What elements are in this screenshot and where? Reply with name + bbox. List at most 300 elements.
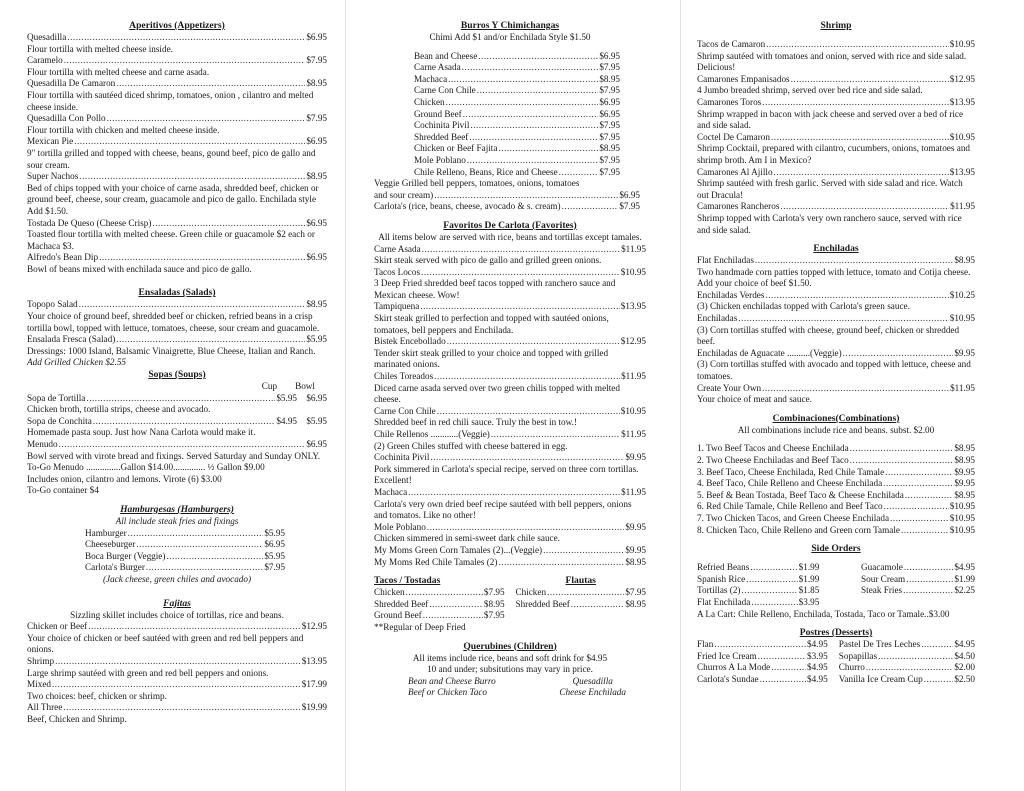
menu-item-price: $5.95 (264, 550, 285, 561)
menu-item-price: $8.95 (599, 73, 620, 84)
dot-leader (477, 85, 599, 97)
kids-subtitle-2: 10 and under; subsitutions may vary in price. (427, 664, 593, 675)
enchiladas-list (697, 255, 975, 406)
veggie-burro-desc: Veggie Grilled bell peppers, tomatoes, onions, tomatoes (374, 178, 580, 189)
menu-item-name: 2. Two Cheese Enchiladas and Beef Taco (697, 455, 849, 465)
enchiladas-heading: Enchiladas (813, 243, 859, 255)
appetizers-heading: Aperitivos (Appetizers) (129, 20, 225, 31)
dot-leader (906, 574, 953, 586)
menu-item-name: All Three (27, 702, 63, 713)
menu-item-desc: Your choice of meat and sauce. (697, 394, 812, 405)
menu-item-name: Cheeseburger (85, 539, 136, 550)
menu-item-price: $8.95 (954, 443, 975, 454)
menu-item-name: Super Nachos (27, 171, 79, 182)
dot-leader (491, 429, 620, 441)
menu-item-row (374, 545, 646, 557)
menu-item-desc: Shredded beef in red chili sauce. Truly the best in tow.! (374, 417, 578, 428)
dot-leader (93, 416, 276, 428)
menu-item-name: 1. Two Beef Tacos and Cheese Enchilada (697, 443, 849, 454)
dot-leader (771, 132, 949, 144)
dot-leader (116, 334, 305, 346)
menu-item-price: $8.95 (306, 78, 327, 89)
menu-item-name: Chicken (374, 587, 405, 598)
menu-item-name: Ground Beef (374, 610, 422, 621)
dot-leader (921, 639, 953, 651)
menu-item-row (697, 525, 975, 537)
menu-item-row (697, 674, 828, 686)
menu-item-price: $10.25 (949, 289, 975, 300)
menu-item-price: $7.95 (483, 610, 505, 621)
dot-leader (429, 599, 483, 611)
dot-leader (758, 651, 806, 663)
dot-leader (74, 136, 305, 148)
dot-leader (463, 109, 599, 121)
menu-item-price: $10.95 (949, 39, 975, 49)
menu-item-row (374, 599, 505, 611)
favorites-subtitle: All items below are served with rice, beans and tortillas except tamales. (378, 231, 642, 242)
dot-leader (571, 599, 625, 611)
menu-item-row (414, 51, 620, 63)
dot-leader (430, 452, 624, 464)
menu-item-price: $13.95 (620, 301, 646, 312)
menu-column-left (27, 20, 327, 725)
menu-item-price: $19.99 (301, 702, 327, 713)
menu-item-row (27, 136, 327, 148)
dot-leader (559, 167, 599, 179)
menu-item-price: $9.95 (954, 466, 975, 477)
menu-item-row (414, 120, 620, 132)
menu-item-price: $6.95 (599, 108, 620, 119)
combos-subtitle: All combinations include rice and beans. subst. $2.00 (737, 424, 935, 435)
menu-item-row (697, 662, 828, 674)
sides-grid (697, 562, 975, 608)
menu-item-row (515, 599, 646, 611)
menu-item-row (697, 313, 975, 325)
sides-left-list (697, 562, 819, 608)
menu-item-row (85, 562, 285, 574)
kids-subtitle-1: All items include rice, beans and soft drink for $4.95 (412, 652, 608, 663)
dot-leader (469, 132, 598, 144)
menu-item-row (414, 132, 620, 144)
menu-item-price: $10.95 (949, 501, 975, 512)
favorites-heading: Favoritos De Carlota (Favorites) (443, 219, 577, 231)
menu-item-price: $12.95 (949, 73, 975, 84)
menu-item-desc: Large shrimp sautéed with green and red bell peppers and onions. (27, 667, 269, 678)
menu-item-price: $6.95 (306, 217, 327, 228)
menu-item-price: $4.95 (806, 662, 828, 673)
dot-leader (408, 487, 620, 499)
salads-heading: Ensaladas (Salads) (138, 287, 216, 299)
menu-item-row (839, 651, 975, 663)
menu-item-desc: Your choice of ground beef, shredded beef or chicken, refried beans in a crisp tortilla bowl, topped with lettuce, tomatoes, cheese, sour cream and guacamole. (27, 311, 320, 333)
menu-item-price: $6.95 (306, 136, 327, 147)
menu-item-row (697, 201, 975, 213)
menu-item-name: Chicken or Beef (27, 621, 88, 632)
menu-item-price: $11.95 (621, 243, 646, 254)
menu-item-row (697, 348, 975, 360)
menu-item-row (27, 55, 327, 67)
menu-item-price: $7.95 (599, 166, 620, 177)
menu-item-row (85, 551, 285, 563)
menu-item-price: $7.95 (599, 85, 620, 96)
menu-item-price: $1.85 (798, 585, 820, 596)
burros-subtitle: Chimi Add $1 and/or Enchilada Style $1.50 (429, 32, 591, 42)
menu-item-price: $6.95 (306, 252, 327, 263)
menu-item-price: $1.99 (798, 573, 820, 584)
menu-item-desc: Flour tortilla with melted cheese and carne asada. (27, 66, 210, 77)
dot-leader (774, 167, 949, 179)
menu-item-desc: Pork simmered in Carlota's special recipe, served on three corn tortillas. Excellent! (374, 463, 639, 486)
dot-leader (99, 252, 305, 264)
menu-item-price: $4.95 (954, 639, 975, 650)
menu-item-name: Bean and Cheese (414, 50, 478, 61)
menu-item-desc: Your choice of chicken or beef sautéed with green and red bell peppers and onions. (27, 632, 304, 655)
dot-leader (79, 171, 305, 183)
dot-leader (136, 539, 263, 551)
menu-item-name: Hamburger (85, 527, 127, 538)
fajitas-list (27, 621, 327, 725)
menu-item-name: Mexican Pie (27, 136, 74, 147)
tacos-heading: Tacos / Tostadas (374, 575, 441, 587)
menu-item-row (697, 513, 975, 525)
menu-item-price: $4.95 (806, 673, 828, 684)
dot-leader (780, 201, 949, 213)
menu-item-price-bowl: $5.95 (306, 415, 327, 426)
menu-item-row (861, 562, 975, 574)
dot-leader (448, 74, 598, 86)
menu-item-row (374, 371, 646, 383)
menu-item-name: Camarones Toros (697, 96, 762, 107)
menu-item-row (861, 574, 975, 586)
menu-item-desc: Bed of chips topped with your choice of carne asada, shredded beef, chicken or ground beef, cheese, sour cream, guacamole and pico de gallo. Enchilada style Add $1.50. (27, 182, 319, 216)
dot-leader (850, 443, 954, 455)
dot-leader (901, 525, 949, 537)
menu-item-name: Caramelo (27, 55, 63, 66)
menu-item-name: Enchiladas (697, 313, 738, 324)
menu-item-desc: Shrimp wrapped in bacon with jack cheese and served over a bed of rice and side salad. (697, 108, 964, 131)
flautas-list (515, 587, 646, 610)
desserts-heading: Postres (Desserts) (799, 627, 873, 639)
menu-item-desc: Shrimp sautéed with fresh garlic. Served with side salad and rice. Watch out Dracula! (697, 178, 963, 200)
dot-leader (447, 336, 620, 348)
menu-item-row (697, 255, 975, 267)
menu-item-name: Machaca (414, 73, 448, 84)
flautas-heading: Flautas (565, 575, 596, 587)
dot-leader (885, 467, 953, 479)
menu-item-name: Carne Con Chile (414, 85, 476, 96)
menu-item-row (697, 597, 819, 609)
menu-item-row (27, 656, 327, 668)
menu-item-name: Carne Asada (414, 62, 461, 73)
dot-leader (446, 97, 599, 109)
menu-item-row (374, 610, 505, 622)
fajitas-heading: Fajitas (163, 597, 191, 609)
desserts-left-list (697, 639, 828, 685)
dot-leader (437, 406, 620, 418)
menu-item-name: Flat Enchiladas (697, 255, 754, 266)
favorites-list (374, 244, 646, 569)
dressings-text: Dressings: 1000 Island, Balsamic Vinaigrette, Blue Cheese, Italian and Ranch. Add Grilled Chicken $2.55 (27, 345, 316, 368)
menu-item-desc: Beef, Chicken and Shrimp. (27, 713, 127, 724)
menu-item-price: $1.99 (954, 573, 975, 584)
menu-item-price: $9.95 (954, 347, 975, 358)
menu-item-price: $6.95 (599, 50, 620, 61)
menu-item-price: $9.95 (625, 521, 646, 532)
dot-leader (423, 610, 483, 622)
menu-item-row (414, 109, 620, 121)
menu-item-price: $6.95 (599, 96, 620, 107)
menu-item-price: $12.95 (301, 621, 327, 632)
menu-item-row (697, 467, 975, 479)
dot-leader (766, 39, 948, 51)
menu-item-name: Tampiquena (374, 301, 420, 312)
dot-leader (746, 574, 797, 586)
menu-item-name: Flan (697, 639, 714, 650)
menu-item-price: $8.95 (483, 598, 505, 609)
menu-item-row (697, 455, 975, 467)
menu-item-row (27, 218, 327, 230)
menu-item-price: $8.95 (954, 255, 975, 266)
dot-leader (107, 113, 306, 125)
kids-item: Cheese Enchilada (559, 687, 626, 698)
menu-item-price: $11.95 (621, 429, 646, 439)
menu-item-name: Camarones Rancheros (697, 201, 780, 212)
menu-item-name: 7. Two Chicken Tacos, and Green Cheese Enchilada (697, 512, 890, 523)
kids-items (374, 676, 646, 699)
menu-item-row (27, 78, 327, 90)
dot-leader (166, 551, 263, 563)
menu-item-price: $6.95 (264, 539, 285, 550)
menu-item-desc: Skirt steak served with pico de gallo and grilled green onions. (374, 255, 602, 266)
menu-item-price: $9.95 (625, 544, 646, 555)
dot-leader (738, 313, 948, 325)
dot-leader (878, 651, 953, 663)
menu-item-price: $8.95 (625, 556, 646, 567)
menu-item-name: Quesadilla (27, 32, 67, 42)
menu-item-price: $9.95 (954, 478, 975, 489)
menu-item-name: Enchiladas Verdes (697, 289, 765, 300)
dot-leader (924, 674, 954, 686)
menu-item-price: $7.95 (264, 562, 285, 573)
burgers-list (27, 528, 327, 574)
menu-item-price: $8.95 (625, 598, 646, 609)
menu-item-row (414, 74, 620, 86)
menu-item-name: Tacos de Camaron (697, 39, 766, 49)
dot-leader (791, 74, 949, 86)
menu-item-name: Mixed (27, 679, 51, 690)
menu-item-row (697, 478, 975, 490)
fold-line-left (345, 0, 346, 791)
dot-leader (755, 255, 953, 267)
dot-leader (427, 522, 625, 534)
dot-leader (765, 290, 948, 302)
dot-leader (52, 679, 301, 691)
menu-item-price: $10.95 (620, 266, 646, 277)
menu-item-price: $2.50 (954, 673, 975, 684)
menu-item-name: Sopa de Tortilla (27, 392, 86, 403)
menu-item-name: Chile Relleno, Beans, Rice and Cheese (414, 166, 558, 177)
menu-item-price: $4.50 (954, 650, 975, 661)
dot-leader (434, 371, 620, 383)
menu-item-desc: Flour tortilla with melted cheese inside. (27, 43, 173, 54)
menu-item-row (697, 39, 975, 51)
menu-item-row (27, 416, 327, 428)
menu-item-row (27, 679, 327, 691)
menu-item-name: My Moms Red Chile Tamales (2) (374, 556, 498, 567)
menu-item-row (697, 651, 828, 663)
dot-leader (543, 545, 624, 557)
menu-item-name: Sour Cream (861, 573, 906, 584)
menu-column-center (374, 20, 646, 699)
menu-item-name: Shrimp (27, 655, 55, 666)
dot-leader (884, 501, 949, 513)
menu-item-name: Create Your Own (697, 382, 762, 393)
menu-item-row (27, 334, 327, 346)
togo-container: To-Go container $4 (27, 485, 99, 496)
menu-item-price: $7.95 (599, 62, 620, 73)
dot-leader (843, 348, 954, 360)
menu-item-desc: Tender skirt steak grilled to your choice and topped with grilled marinated onions. (374, 347, 609, 370)
menu-item-price: $2.25 (954, 585, 975, 596)
desserts-grid (697, 639, 975, 685)
menu-item-price: $5.95 (264, 527, 285, 538)
menu-item-row (374, 244, 646, 256)
menu-item-row (697, 383, 975, 395)
menu-item-name: Camarones Empanisados (697, 73, 790, 84)
menu-item-name: Sopapillas (838, 650, 878, 661)
menu-item-name: Carne Asada (374, 243, 421, 254)
menu-item-price: $11.95 (621, 371, 646, 382)
menu-item-price: $1.99 (798, 562, 820, 573)
tacos-note: **Regular of Deep Fried (374, 621, 466, 632)
dot-leader (903, 585, 953, 597)
menu-item-row (697, 97, 975, 109)
menu-item-row (85, 539, 285, 551)
menu-item-row (374, 522, 646, 534)
dot-leader (478, 51, 598, 63)
menu-item-desc: Two choices: beef, chicken or shrimp. (27, 690, 167, 701)
menu-item-row (374, 301, 646, 313)
menu-item-name: Fried Ice Cream (697, 650, 757, 661)
shrimp-list (697, 39, 975, 236)
dot-leader (420, 301, 619, 313)
menu-item-name: Tacos Locos (374, 266, 421, 277)
menu-item-price: $10.95 (949, 524, 975, 535)
shrimp-heading: Shrimp (820, 20, 852, 31)
menu-item-row (374, 452, 646, 464)
menu-item-desc: Toasted flour tortilla with melted cheese. Green chile or guacamole $2 each or Machaca $3. (27, 229, 315, 251)
menu-item-desc: (3) Corn tortillas stuffed with cheese, ground beef, chicken or shredded beef. (697, 324, 960, 347)
burros-list (374, 51, 646, 179)
menu-item-row (697, 574, 819, 586)
menu-item-price: $8.95 (306, 299, 327, 310)
menu-item-name: Camarones Al Ajillo (697, 166, 773, 177)
desserts-right-list (839, 639, 975, 685)
menu-item-price: $10.95 (949, 131, 975, 142)
menu-item-name: 5. Beef & Bean Tostada, Beef Taco & Cheese Enchilada (697, 489, 904, 500)
menu-item-desc: Shrimp sautéed with tomatoes and onion, served with rice and side salad. Delicious! (697, 50, 967, 73)
menu-item-price: $7.95 (306, 55, 327, 66)
fajitas-subtitle: Sizzling skillet includes choice of tortillas, rice and beans. (70, 609, 284, 620)
menu-item-row (27, 32, 327, 44)
menu-item-name: Ensalada Fresca (Salad) (27, 334, 116, 345)
kids-item: Quesadilla (572, 675, 613, 686)
dot-leader (406, 587, 483, 599)
dot-leader (88, 621, 301, 633)
menu-item-price: $8.95 (599, 143, 620, 154)
menu-item-price: $11.95 (621, 486, 646, 497)
menu-item-price: $3.95 (806, 650, 828, 661)
salads-list (27, 299, 327, 345)
menu-item-name: Carne Con Chile (374, 405, 436, 416)
menu-item-desc: Chicken simmered in semi-sweet dark chile sauce. (374, 533, 560, 544)
menu-item-price: $8.95 (954, 455, 975, 465)
menu-item-name: Tostada De Queso (Cheese Crisp) (27, 217, 152, 228)
dot-leader (742, 585, 798, 597)
menu-item-name: Cochinita Pivil (414, 120, 470, 131)
dot-leader (866, 662, 954, 674)
dot-leader (152, 218, 305, 230)
menu-item-name: Spanish Rice (697, 573, 746, 584)
menu-item-row (414, 143, 620, 155)
menu-item-row (414, 97, 620, 109)
dot-leader (64, 55, 306, 67)
burros-heading: Burros Y Chimichangas (460, 20, 560, 31)
kids-item: Beef or Chicken Taco (408, 687, 488, 698)
menudo-row: Menudo ..... $6.95 (27, 439, 327, 451)
menu-item-row (374, 336, 646, 348)
menu-item-price-bowl: $6.95 (306, 392, 327, 403)
menu-item-name: Boca Burger (Veggie) (85, 550, 166, 561)
burger-note: (Jack cheese, green chiles and avocado) (102, 573, 252, 584)
menu-item-name: Cochinita Pivil (374, 452, 430, 463)
menu-item-row (27, 393, 327, 405)
menu-item-name: Mole Poblano (414, 154, 466, 165)
menu-item-name: Mole Poblano (374, 521, 426, 532)
dot-leader (905, 490, 954, 502)
menu-item-name: 8. Chicken Taco, Chile Relleno and Green corn Tamale (697, 524, 900, 535)
dot-leader (86, 393, 275, 405)
menu-item-price: $13.95 (301, 655, 327, 666)
menu-item-name: 3. Beef Taco, Cheese Enchilada, Red Chile Tamale (697, 466, 885, 477)
menu-item-desc: Flour tortilla with chicken and melted cheese inside. (27, 124, 220, 135)
menu-item-price: $7.95 (306, 113, 327, 124)
menu-item-row (85, 528, 285, 540)
sides-right-list (861, 562, 975, 608)
menu-item-desc: Shrimp Cocktail, prepared with cilantro, cucumbers, onions, tomatoes and shrimp broth. Am I in Mexico? (697, 143, 971, 165)
menu-item-row (374, 406, 646, 418)
dot-leader (883, 478, 953, 490)
menu-item-name: Sopa de Conchita (27, 415, 92, 426)
menu-item-row (27, 299, 327, 311)
menu-item-name: 4. Beef Taco, Chile Relleno and Cheese Enchilada (697, 478, 883, 489)
dot-leader (750, 562, 797, 574)
menu-item-name: Carlota's Sundae (697, 673, 759, 684)
menu-item-desc: Shrimp topped with Carlota's very own ranchero sauce, served with rice and side salad. (697, 212, 962, 235)
menu-item-row (27, 252, 327, 264)
menu-item-row (374, 557, 646, 569)
menu-item-row (414, 85, 620, 97)
menu-item-price: $12.95 (620, 336, 646, 347)
menu-item-row (697, 562, 819, 574)
menu-item-row (374, 429, 646, 441)
dot-leader (128, 528, 264, 540)
combos-list (697, 443, 975, 536)
menu-item-row (697, 290, 975, 302)
dot-leader (470, 120, 598, 132)
menu-item-name: Vanilla Ice Cream Cup (838, 673, 923, 684)
kids-item: Bean and Cheese Burro (408, 675, 496, 686)
